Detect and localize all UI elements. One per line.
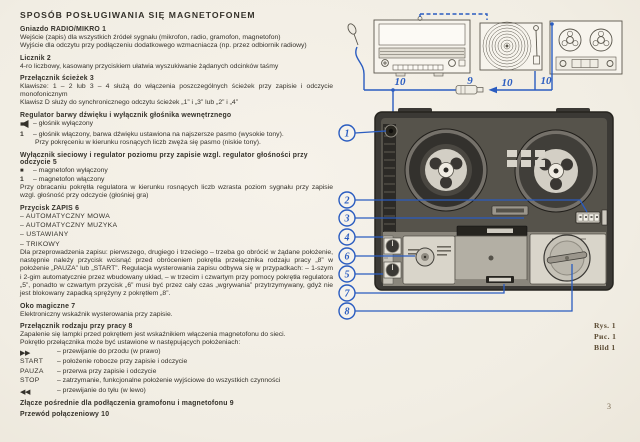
- section-paragraph: Dla przeprowadzenia zapisu: pierwszego, drugiego i trzeciego – trzeba go obrócić w żądane położenie, następnie należy przycisk wcisnąć przed obróceniem pokrętła przełącznika rodzaju pracy „8” w położenie „PAUZA” lub „START”. Regulacja wysterowania zapisu odbywa się w przypadkach: – 1-szym i 2-gim automatycznie przez wbudowany układ, – w trzecim i czwartym przy pomocy pokrętła regulatora „5”, ponadto w czwartym przycisk „6” musi być przez cały czas „wgrywania” przytrzymywany, gdyż nie jest blokowany zapadką sprężyny z pokrętłem „8”.: [20, 248, 333, 298]
- radio-receiver-icon: [374, 17, 470, 77]
- section-przycisk-zapis: [20, 205, 333, 299]
- figure-caption: [594, 320, 616, 353]
- section-heading: Licznik 2: [20, 54, 51, 62]
- callout-6: 6: [344, 251, 350, 263]
- list-item: [20, 387, 333, 396]
- section-oko-magiczne: [20, 303, 333, 319]
- section-heading: Przełącznik ścieżek 3: [20, 74, 94, 82]
- callout-1: 1: [344, 128, 350, 140]
- microphone-icon: [346, 23, 358, 45]
- section-heading: Oko magiczne 7: [20, 302, 76, 310]
- page-title: SPOSÓB POSŁUGIWANIA SIĘ MAGNETOFONEM: [20, 10, 256, 20]
- speaker-grille: [383, 124, 396, 236]
- gramophone-icon: [480, 22, 542, 70]
- text-column: [20, 10, 333, 419]
- item-marker: 1: [20, 175, 24, 183]
- list-item: [20, 348, 333, 357]
- section-paragraph: Przy obracaniu pokrętła regulatora w kierunku rosnących liczb wzrasta poziom sygnału przy zapisie wzgl. głośność przy odczycie (głośniej gra): [20, 184, 333, 200]
- list-item: [20, 131, 333, 139]
- section-gniazdo-radio-mikro: [20, 26, 333, 51]
- square-symbol: ■: [20, 167, 24, 174]
- section-paragraph: Klawisz D służy do synchronicznego odczytu ścieżek „1” i „3” lub „2” i „4”: [20, 99, 238, 107]
- list-item: [20, 176, 333, 184]
- cable-arrowhead: [489, 87, 498, 94]
- callout-badges: [339, 125, 355, 319]
- list-item: [20, 167, 333, 175]
- tape-counter: [576, 210, 607, 225]
- section-przewod: [20, 411, 333, 418]
- section-heading: Regulator barwy dźwięku i wyłącznik głośnika wewnętrznego: [20, 111, 232, 119]
- section-przelacznik-rodzaju-pracy: [20, 323, 333, 396]
- connection-diagram: [346, 17, 622, 77]
- section-przelacznik-sciezek: [20, 75, 333, 108]
- volume-knob: [384, 262, 401, 278]
- track-switch: [492, 206, 528, 215]
- radio-mikro-socket: [385, 125, 397, 137]
- figure-label-ru: Рис. 1: [594, 332, 617, 341]
- section-heading: Złącze pośrednie dla podłączenia gramofonu i magnetofonu 9: [20, 399, 234, 407]
- microphone-cable: [356, 47, 364, 90]
- list-item-label: – przerwa przy zapisie i odczycie: [57, 367, 157, 375]
- list-item-label: – przewijanie do przodu (w prawo): [57, 348, 161, 356]
- item-marker: 1: [20, 130, 24, 138]
- section-paragraph: Elektroniczny wskaźnik wysterowania przy zapisie.: [20, 310, 173, 318]
- rewind-icon: ◀◀: [20, 386, 31, 396]
- section-paragraph: Zapalenie się lampki przed pokrętłem jest wskaźnikiem włączenia magnetofonu do sieci.: [20, 330, 286, 338]
- zapis-panel: [403, 236, 455, 284]
- list-item: – TRIKOWY: [20, 240, 60, 248]
- callout-7: 7: [344, 288, 350, 300]
- cable-label-10: 10: [540, 75, 552, 87]
- list-item-label: – położenie robocze przy zapisie i odczycie: [57, 358, 188, 366]
- cable-label-10: 10: [394, 76, 406, 88]
- callout-3: 3: [344, 213, 350, 225]
- cable-label-9: 9: [467, 75, 473, 87]
- figure-label-pl: Rys. 1: [594, 321, 616, 330]
- list-item: – AUTOMATYCZNY MOWA: [20, 212, 111, 220]
- list-item: – AUTOMATYCZNY MUZYKA: [20, 221, 118, 229]
- item-marker: PAUZA: [20, 367, 44, 375]
- left-reel: [405, 129, 487, 211]
- list-item-label: – przewijanie do tyłu (w lewo): [57, 386, 146, 394]
- cable-label-10: 10: [501, 77, 513, 89]
- list-item-label: – zatrzymanie, funkcjonalne położenie wyjściowe do wszystkich czynności: [57, 377, 281, 385]
- speaker-icon: [20, 120, 33, 130]
- head-cover: [455, 226, 527, 286]
- list-item-label: – magnetofon włączony: [33, 175, 105, 183]
- section-paragraph: 4-ro liczbowy, kasowany przyciskiem ułatwia wyszukiwanie żądanych odcinków taśmy: [20, 62, 279, 70]
- list-item: [20, 120, 333, 130]
- section-paragraph: Klawisze: 1 – 2 lub 3 – 4 służą do włączenia poszczególnych ścieżek przy zapisie i odczycie monofonicznym: [20, 82, 333, 99]
- list-item-label: – głośnik włączony, barwa dźwięku ustawiona na najszersze pasmo (wysokie tony).: [33, 130, 284, 138]
- section-heading: Przewód połączeniowy 10: [20, 410, 110, 418]
- callout-4: 4: [344, 232, 350, 244]
- callout-2: 2: [344, 195, 350, 207]
- item-marker: [20, 167, 33, 175]
- fast-forward-icon: ▶▶: [20, 348, 31, 358]
- mode-selector-panel: [530, 234, 606, 284]
- list-item: [20, 368, 333, 376]
- antenna-dashed-cable: [420, 14, 487, 20]
- section-heading: Wyłącznik sieciowy i regulator poziomu przy zapisie wzgl. regulator głośności przy odczycie 5: [20, 151, 308, 166]
- tape-recorder-icon: [550, 21, 622, 74]
- section-zlacze-posrednie: [20, 400, 333, 407]
- list-item-label: – głośnik wyłączony: [33, 119, 94, 127]
- item-marker: STOP: [20, 377, 40, 385]
- section-heading: Przełącznik rodzaju przy pracy 8: [20, 322, 133, 330]
- list-item-label: – magnetofon wyłączony: [33, 166, 108, 174]
- section-licznik: [20, 55, 333, 71]
- page-number: 3: [607, 402, 611, 411]
- tape-recorder-photo: [375, 108, 613, 290]
- section-paragraph: Pokrętło przełącznika może być ustawione w następujących położeniach:: [20, 339, 241, 347]
- list-item: [20, 358, 333, 366]
- list-item: [20, 377, 333, 385]
- tone-knob: [384, 238, 401, 254]
- callout-8: 8: [344, 306, 350, 318]
- section-paragraph: Przy pokręceniu w kierunku rosnących liczb zwęża się pasmo (niskie tony).: [35, 139, 261, 147]
- section-wylacznik-sieciowy: [20, 152, 333, 201]
- figure-1-illustration: [338, 0, 640, 442]
- item-marker: START: [20, 358, 44, 366]
- figure-label-de: Bild 1: [594, 343, 616, 352]
- section-paragraph: Wyjście dla odczytu przy podłączeniu dodatkowego wzmacniacza (np. przez odbiornik radiowy): [20, 42, 307, 50]
- section-paragraph: Wejście (zapis) dla wszystkich źródeł sygnału (mikrofon, radio, gramofon, magnetofon): [20, 34, 281, 41]
- section-heading: Gniazdo RADIO/MIKRO 1: [20, 26, 107, 33]
- callout-5: 5: [344, 269, 350, 281]
- list-item: – USTAWIANY: [20, 231, 69, 239]
- section-regulator-barwy: [20, 112, 333, 148]
- section-heading: Przycisk ZAPIS 6: [20, 204, 80, 212]
